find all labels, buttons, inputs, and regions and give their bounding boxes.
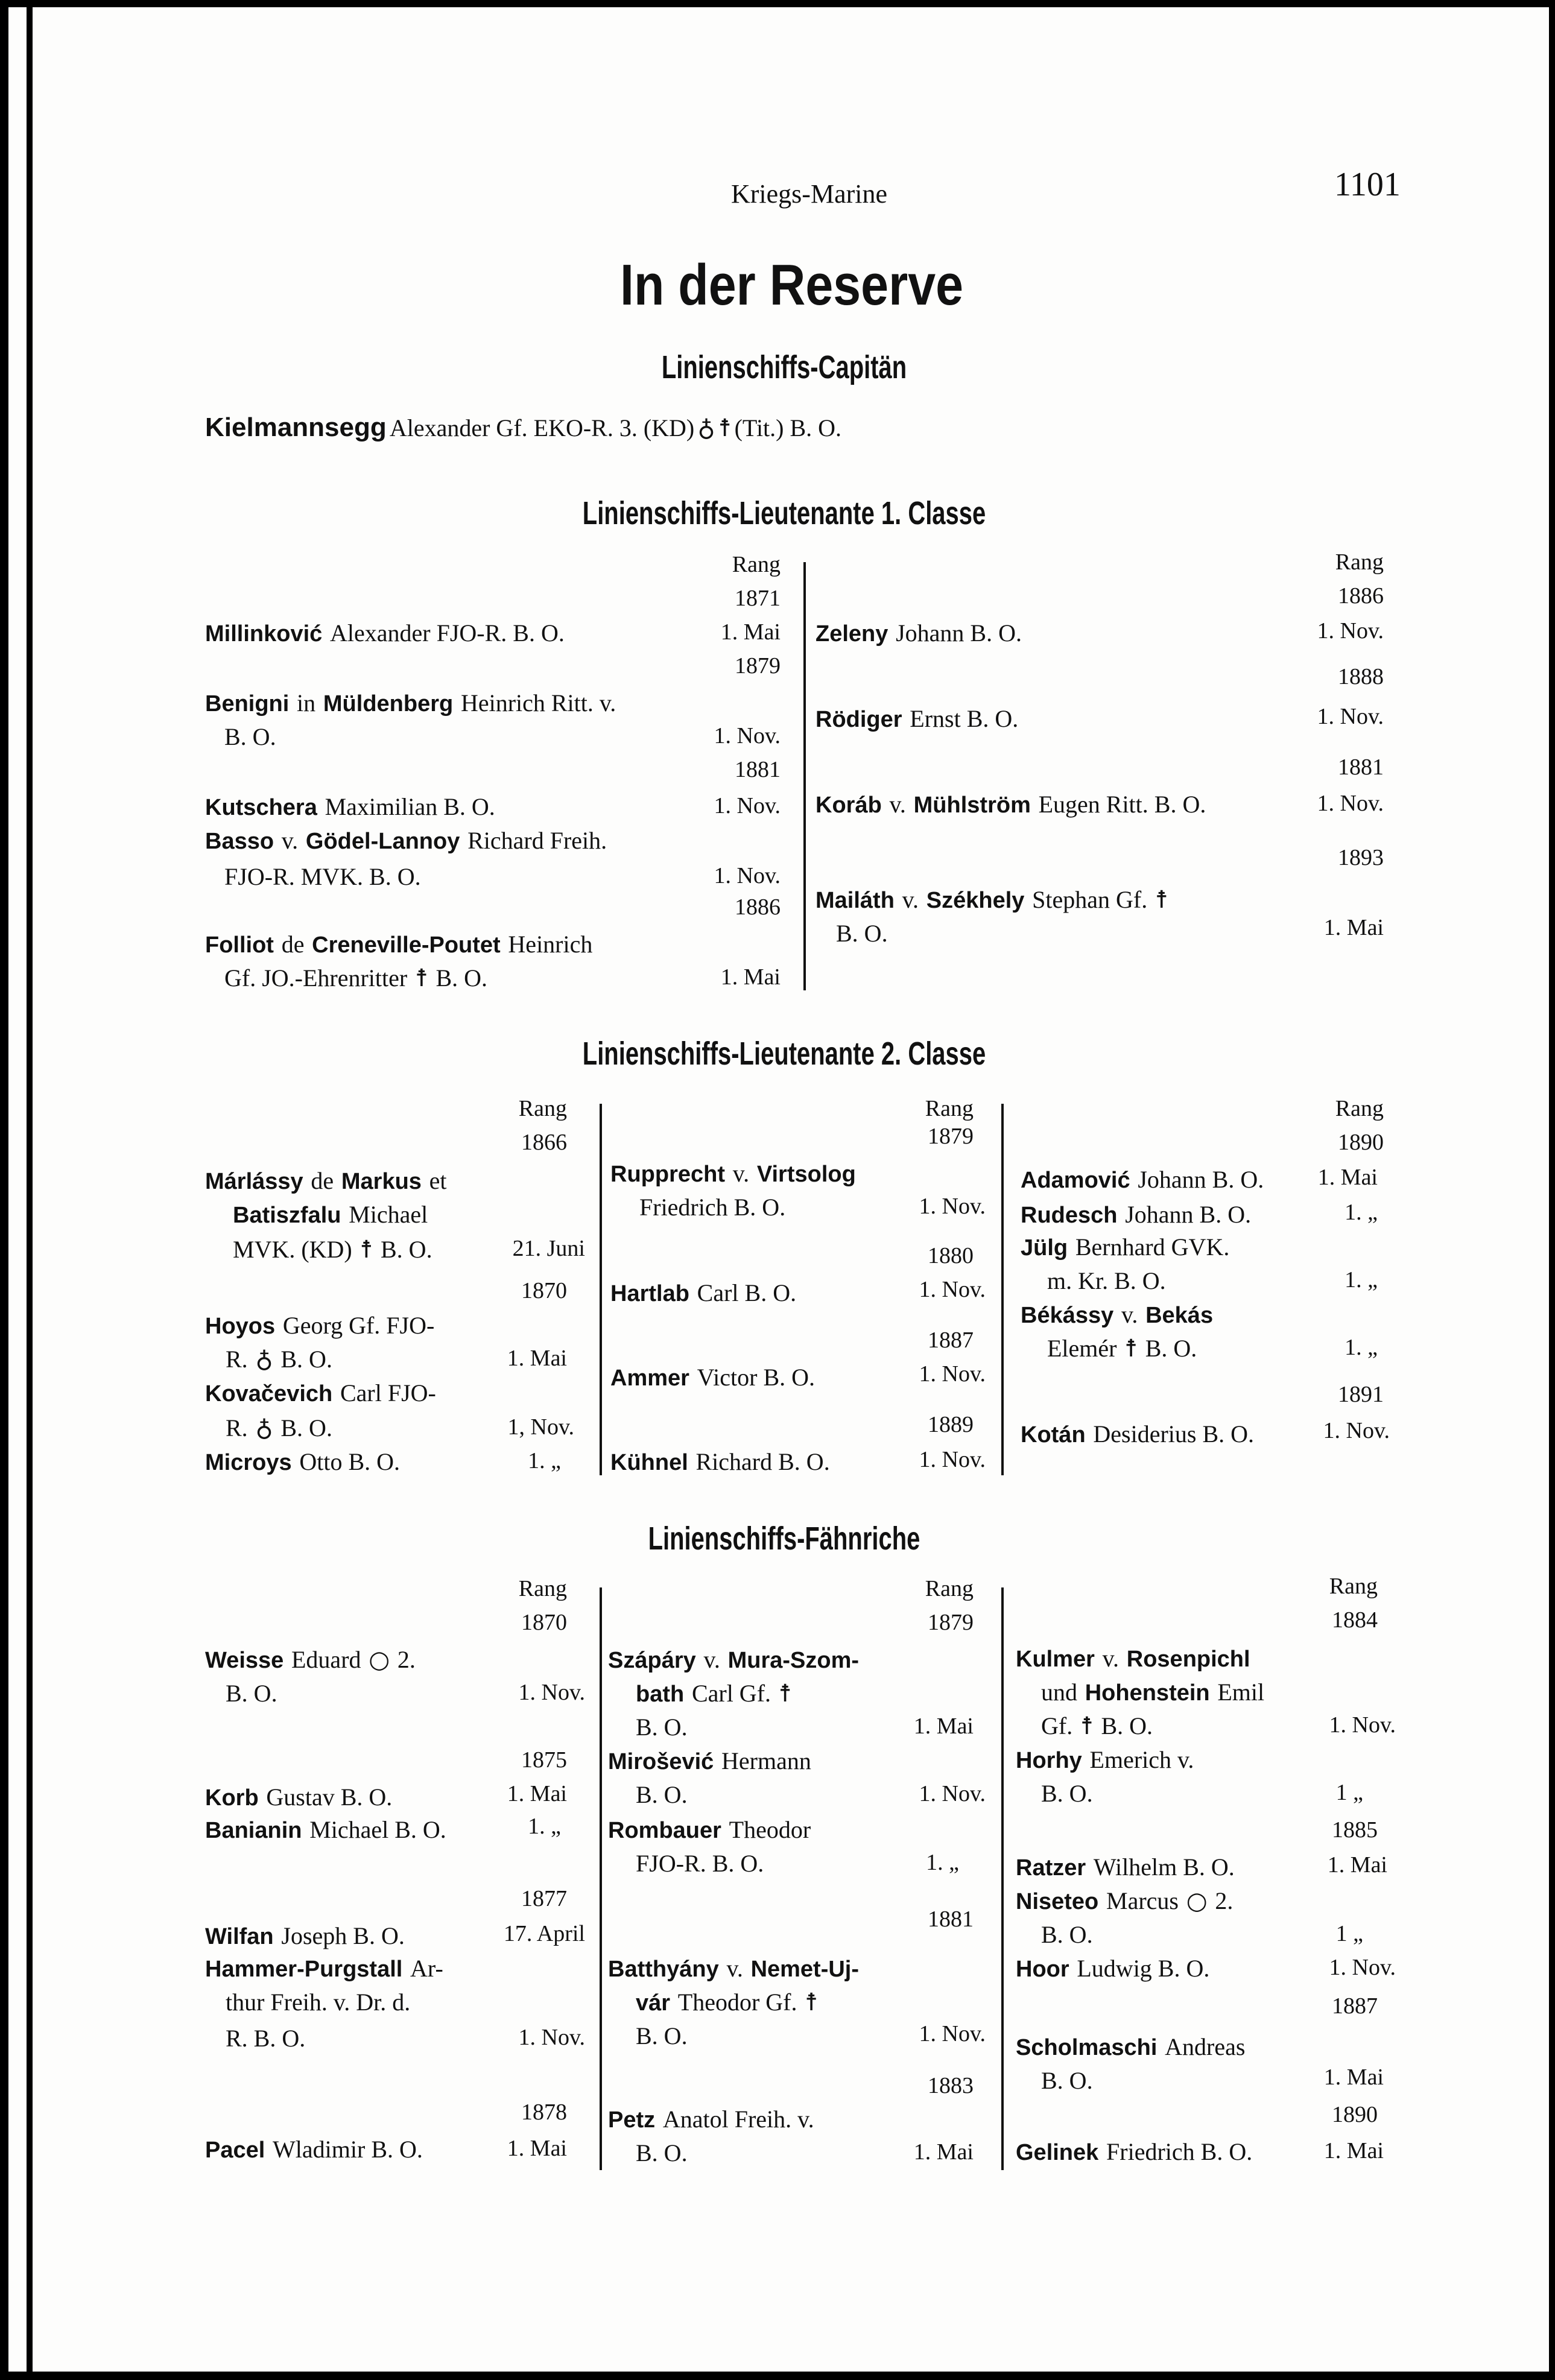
- rang-year: 1875: [521, 1747, 567, 1773]
- section-heading-lt2: Linienschiffs-Lieutenante 2. Classe: [582, 1036, 986, 1072]
- rang-date: 1. Nov.: [919, 1447, 986, 1472]
- rang-date: 1. Nov.: [1317, 618, 1384, 644]
- entry-kielmannsegg: [205, 413, 841, 443]
- list-item: Hoor Ludwig B. O.: [1016, 1955, 1210, 1982]
- list-item-cont: bath Carl Gf. ☨: [636, 1680, 792, 1707]
- section-heading-capitan: Linienschiffs-Capitän: [661, 349, 907, 385]
- list-item: Banianin Michael B. O.: [205, 1816, 446, 1843]
- rang-year: 1893: [1338, 845, 1384, 870]
- page-border-left: [0, 0, 8, 2380]
- rang-year: 1885: [1332, 1817, 1378, 1843]
- order-icon: ♁: [255, 1414, 273, 1442]
- rang-date: 1. Nov.: [714, 793, 781, 818]
- section-heading-lt1: Linienschiffs-Lieutenante 1. Classe: [582, 495, 986, 531]
- rang-date: 1. Mai: [1317, 1165, 1378, 1190]
- rang-label: Rang: [1329, 1574, 1378, 1599]
- list-item-cont: und Hohenstein Emil: [1041, 1679, 1265, 1706]
- list-item: Basso v. Gödel-Lannoy Richard Freih.: [205, 827, 607, 854]
- rang-year: 1871: [735, 586, 781, 611]
- list-item: Márlássy de Markus et: [205, 1167, 447, 1194]
- list-item-cont: B. O.: [636, 1714, 688, 1741]
- column-divider: [600, 1587, 602, 2170]
- rang-date: 1. Nov.: [1323, 1418, 1390, 1443]
- list-item: Rudesch Johann B. O.: [1021, 1201, 1252, 1228]
- list-item: Batthyány v. Nemet-Uj-: [608, 1955, 860, 1982]
- rang-date: 1. Nov.: [1329, 1955, 1396, 1980]
- rang-year: 1881: [1338, 755, 1384, 780]
- rang-date: 1. Mai: [720, 964, 781, 990]
- column-divider: [1001, 1587, 1004, 2170]
- rang-date: 1. Nov.: [714, 863, 781, 888]
- list-item-cont: B. O.: [636, 2022, 688, 2049]
- rang-label: Rang: [518, 1096, 567, 1121]
- order-icon: ♁: [697, 414, 715, 442]
- page-border-right: [1549, 0, 1555, 2380]
- cross-icon: ☨: [778, 1680, 792, 1707]
- rang-year: 1870: [521, 1278, 567, 1303]
- rang-year: 1889: [928, 1412, 974, 1437]
- list-item: Ammer Victor B. O.: [610, 1364, 816, 1391]
- list-item-cont: B. O.: [1041, 2067, 1093, 2094]
- rang-label: Rang: [1335, 549, 1384, 575]
- entry-details: Alexander Gf. EKO-R. 3. (KD): [389, 414, 695, 442]
- rang-date: 1. Nov.: [1317, 704, 1384, 729]
- list-item-cont: thur Freih. v. Dr. d.: [226, 1989, 411, 2016]
- list-item: Hammer-Purgstall Ar-: [205, 1955, 443, 1982]
- list-item: Békássy v. Bekás: [1021, 1301, 1214, 1328]
- column-divider: [600, 1104, 602, 1475]
- rang-year: 1888: [1338, 664, 1384, 689]
- circle-icon: ○: [369, 1646, 390, 1674]
- list-item: Folliot de Creneville-Poutet Heinrich: [205, 931, 593, 958]
- list-item-cont: B. O.: [636, 2139, 688, 2166]
- rang-date: 1. Mai: [913, 1714, 974, 1739]
- list-item: Millinković Alexander FJO-R. B. O.: [205, 619, 565, 647]
- list-item: Kutschera Maximilian B. O.: [205, 793, 495, 820]
- list-item-cont: B. O.: [1041, 1921, 1093, 1948]
- rang-year: 1879: [928, 1610, 974, 1635]
- list-item: Kühnel Richard B. O.: [610, 1448, 830, 1475]
- rang-date: 1. Nov.: [919, 1361, 986, 1387]
- rang-date: 1, Nov.: [507, 1414, 574, 1440]
- cross-icon: ☨: [359, 1236, 373, 1264]
- rang-label: Rang: [732, 552, 781, 577]
- cross-icon: ☨: [1080, 1712, 1094, 1740]
- rang-year: 1890: [1338, 1130, 1384, 1155]
- rang-year: 1877: [521, 1886, 567, 1911]
- list-item: Koráb v. Mühlström Eugen Ritt. B. O.: [816, 791, 1206, 818]
- entry-tail: (Tit.) B. O.: [734, 414, 842, 442]
- rang-label: Rang: [1335, 1096, 1384, 1121]
- list-item: Rombauer Theodor: [608, 1816, 811, 1843]
- rang-label: Rang: [518, 1576, 567, 1601]
- section-heading-fahnriche: Linienschiffs-Fähnriche: [648, 1521, 920, 1557]
- list-item: Hoyos Georg Gf. FJO-: [205, 1312, 435, 1339]
- list-item: Kotán Desiderius B. O.: [1021, 1420, 1255, 1448]
- rang-date: 1 „: [1335, 1921, 1363, 1946]
- cross-icon: ☨: [1124, 1335, 1138, 1362]
- list-item: Korb Gustav B. O.: [205, 1783, 393, 1811]
- running-header: Kriegs-Marine: [731, 179, 888, 209]
- rang-date: 1. „: [1344, 1200, 1378, 1225]
- list-item-cont: FJO-R. B. O.: [636, 1850, 764, 1877]
- page-border-bottom: [0, 2372, 1555, 2380]
- rang-year: 1890: [1332, 2102, 1378, 2127]
- rang-date: 1. Nov.: [919, 1277, 986, 1302]
- page-border-top: [0, 0, 1555, 7]
- rang-year: 1883: [928, 2073, 974, 2098]
- rang-year: 1884: [1332, 1607, 1378, 1633]
- rang-date: 1. Nov.: [919, 1781, 986, 1806]
- cross-icon: ☨: [718, 414, 732, 442]
- list-item: Ratzer Wilhelm B. O.: [1016, 1853, 1235, 1881]
- rang-date: 1. Nov.: [518, 2025, 585, 2050]
- rang-date: 1. Nov.: [1317, 791, 1384, 816]
- rang-label: Rang: [925, 1096, 974, 1121]
- list-item-cont: Gf. JO.-Ehrenritter ☨ B. O.: [224, 964, 488, 992]
- list-item-cont: B. O.: [636, 1781, 688, 1808]
- list-item: Benigni in Müldenberg Heinrich Ritt. v.: [205, 689, 616, 717]
- rang-year: 1887: [928, 1328, 974, 1353]
- list-item-cont: Batiszfalu Michael: [233, 1201, 428, 1228]
- list-item: Rupprecht v. Virtsolog: [610, 1160, 856, 1187]
- list-item-cont: m. Kr. B. O.: [1047, 1267, 1166, 1294]
- list-item-cont: FJO-R. MVK. B. O.: [224, 863, 421, 890]
- rang-date: 1 „: [1335, 1780, 1363, 1805]
- list-item-cont: Elemér ☨ B. O.: [1047, 1335, 1197, 1362]
- rang-date: 17. April: [503, 1921, 585, 1946]
- cross-icon: ☨: [414, 964, 428, 992]
- page-border-left-inner: [27, 0, 33, 2380]
- rang-date: 1. „: [1344, 1335, 1378, 1360]
- column-divider: [803, 562, 806, 990]
- rang-year: 1886: [735, 894, 781, 920]
- cross-icon: ☨: [1154, 886, 1168, 914]
- entry-name: Kielmannsegg: [205, 413, 387, 442]
- list-item-cont: vár Theodor Gf. ☨: [636, 1989, 819, 2016]
- rang-date: 1. Mai: [1323, 2065, 1384, 2090]
- rang-date: 1. Mai: [913, 2139, 974, 2165]
- rang-date: 1. Mai: [1323, 915, 1384, 940]
- column-divider: [1001, 1104, 1004, 1475]
- rang-year: 1880: [928, 1243, 974, 1268]
- list-item: Microys Otto B. O.: [205, 1448, 401, 1475]
- list-item-cont: B. O.: [226, 1680, 277, 1707]
- rang-date: 1. Nov.: [518, 1680, 585, 1705]
- list-item: Scholmaschi Andreas: [1016, 2033, 1246, 2060]
- list-item: Gelinek Friedrich B. O.: [1016, 2138, 1253, 2165]
- rang-year: 1870: [521, 1610, 567, 1635]
- list-item-cont: B. O.: [224, 723, 276, 750]
- list-item-cont: Friedrich B. O.: [639, 1194, 786, 1221]
- list-item-cont: MVK. (KD) ☨ B. O.: [233, 1236, 432, 1264]
- rang-date: 1. Mai: [1327, 1852, 1387, 1878]
- page-title: In der Reserve: [620, 253, 964, 317]
- list-item: Weisse Eduard ○ 2.: [205, 1646, 416, 1674]
- rang-date: 1. Mai: [507, 1346, 567, 1371]
- rang-year: 1879: [928, 1124, 974, 1149]
- list-item-cont: B. O.: [1041, 1780, 1093, 1807]
- list-item: Niseteo Marcus ○ 2.: [1016, 1887, 1234, 1915]
- list-item: Jülg Bernhard GVK.: [1021, 1233, 1230, 1261]
- list-item: Szápáry v. Mura-Szom-: [608, 1646, 860, 1673]
- rang-label: Rang: [925, 1576, 974, 1601]
- rang-date: 21. Juni: [512, 1236, 585, 1261]
- rang-date: 1. Mai: [507, 2136, 567, 2161]
- list-item: Petz Anatol Freih. v.: [608, 2106, 814, 2133]
- list-item: Zeleny Johann B. O.: [816, 619, 1022, 647]
- list-item: Hartlab Carl B. O.: [610, 1279, 797, 1306]
- circle-icon: ○: [1186, 1887, 1208, 1915]
- rang-year: 1887: [1332, 1993, 1378, 2019]
- list-item-cont: R. B. O.: [226, 2025, 306, 2052]
- rang-year: 1881: [928, 1907, 974, 1932]
- rang-date: 1. Mai: [507, 1781, 567, 1806]
- rang-date: 1. Nov.: [1329, 1712, 1396, 1738]
- list-item-cont: R. ♁ B. O.: [226, 1346, 332, 1373]
- list-item: Kovačevich Carl FJO-: [205, 1379, 436, 1407]
- list-item-cont: Gf. ☨ B. O.: [1041, 1712, 1153, 1740]
- rang-date: 1. Mai: [1323, 2138, 1384, 2163]
- rang-year: 1878: [521, 2100, 567, 2125]
- list-item: Horhy Emerich v.: [1016, 1746, 1194, 1773]
- rang-date: 1. „: [528, 1814, 561, 1839]
- rang-year: 1879: [735, 653, 781, 679]
- rang-year: 1886: [1338, 583, 1384, 609]
- rang-date: 1. Nov.: [919, 2021, 986, 2046]
- list-item: Mailáth v. Székhely Stephan Gf. ☨: [816, 886, 1168, 914]
- list-item: Rödiger Ernst B. O.: [816, 705, 1019, 732]
- rang-date: 1. Nov.: [714, 723, 781, 748]
- list-item: Mirošević Hermann: [608, 1747, 811, 1774]
- rang-date: 1. „: [926, 1850, 959, 1875]
- cross-icon: ☨: [805, 1989, 819, 2016]
- rang-year: 1891: [1338, 1382, 1384, 1407]
- rang-date: 1. Nov.: [919, 1194, 986, 1219]
- list-item: Wilfan Joseph B. O.: [205, 1922, 405, 1949]
- list-item: Adamović Johann B. O.: [1021, 1166, 1264, 1193]
- list-item-cont: R. ♁ B. O.: [226, 1414, 332, 1442]
- list-item-cont: B. O.: [836, 920, 888, 947]
- order-icon: ♁: [255, 1346, 273, 1373]
- rang-date: 1. Mai: [720, 619, 781, 645]
- rang-date: 1. „: [1344, 1267, 1378, 1293]
- list-item: Pacel Wladimir B. O.: [205, 2136, 423, 2163]
- rang-year: 1881: [735, 757, 781, 782]
- page-number: 1101: [1334, 166, 1401, 203]
- rang-date: 1. „: [528, 1448, 561, 1473]
- rang-year: 1866: [521, 1130, 567, 1155]
- list-item: Kulmer v. Rosenpichl: [1016, 1645, 1250, 1672]
